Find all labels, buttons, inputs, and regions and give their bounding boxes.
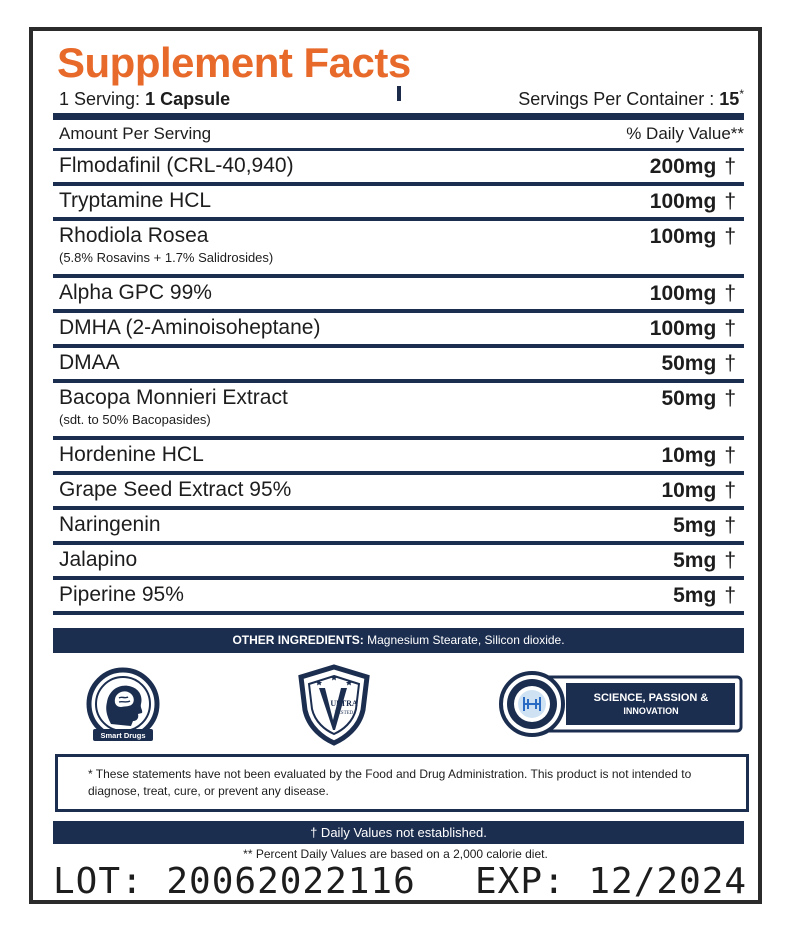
ingredient-amount: 100mg bbox=[649, 317, 717, 340]
science-passion-innovation-badge-icon bbox=[496, 671, 746, 737]
ingredient-amount: 10mg bbox=[661, 479, 717, 502]
ingredient-amount: 10mg bbox=[661, 444, 717, 467]
ingredient-amount: 5mg bbox=[673, 549, 717, 572]
ingredient-row bbox=[53, 151, 744, 186]
ingredient-row bbox=[53, 580, 744, 615]
container-label: Servings Per Container : bbox=[518, 89, 715, 109]
servings-per-container bbox=[518, 87, 744, 110]
ingredient-list bbox=[53, 151, 744, 615]
ingredient-row bbox=[53, 313, 744, 348]
ingredient-row bbox=[53, 440, 744, 475]
ingredient-name: Flmodafinil (CRL-40,940) bbox=[59, 154, 294, 177]
amount-per-serving-header: Amount Per Serving bbox=[59, 124, 212, 143]
container-mark: * bbox=[739, 87, 744, 101]
ingredient-name: Rhodiola Rosea bbox=[59, 224, 209, 247]
daily-value-dagger: † bbox=[724, 387, 736, 410]
header-divider bbox=[53, 113, 744, 120]
ingredient-amount: 100mg bbox=[649, 225, 717, 248]
ingredient-row bbox=[53, 383, 744, 440]
expiration-date: EXP: 12/2024 bbox=[475, 861, 748, 902]
ingredient-amount-cell bbox=[661, 387, 736, 411]
ingredient-amount-cell bbox=[661, 479, 736, 503]
ingredient-name: Tryptamine HCL bbox=[59, 189, 212, 212]
ingredient-amount-cell bbox=[650, 155, 736, 179]
ingredient-note: (sdt. to 50% Bacopasides) bbox=[59, 412, 211, 427]
serving-size bbox=[59, 89, 230, 110]
daily-value-dagger: † bbox=[724, 549, 736, 572]
daily-value-dagger: † bbox=[724, 514, 736, 537]
ingredient-amount: 100mg bbox=[649, 190, 717, 213]
ingredient-amount-cell bbox=[673, 549, 736, 573]
daily-value-dagger: † bbox=[724, 155, 736, 178]
ingredient-name: Grape Seed Extract 95% bbox=[59, 478, 292, 501]
ingredient-row bbox=[53, 510, 744, 545]
ingredient-row bbox=[53, 475, 744, 510]
daily-value-dagger: † bbox=[724, 444, 736, 467]
ingredient-name: Piperine 95% bbox=[59, 583, 184, 606]
tested-text: TESTED bbox=[334, 711, 354, 716]
ingredient-amount: 200mg bbox=[649, 155, 717, 178]
ingredient-name: Bacopa Monnieri Extract bbox=[59, 386, 288, 409]
daily-value-dagger: † bbox=[724, 282, 736, 305]
ingredient-row bbox=[53, 221, 744, 278]
smart-drugs-badge-icon bbox=[83, 666, 163, 746]
science-line2: INNOVATION bbox=[623, 706, 679, 716]
ingredient-amount-cell bbox=[650, 282, 736, 306]
ingredient-row bbox=[53, 348, 744, 383]
ingredient-name: Alpha GPC 99% bbox=[59, 281, 212, 304]
smart-drugs-text: Smart Drugs bbox=[100, 731, 146, 740]
other-ingredients-label: OTHER INGREDIENTS: bbox=[232, 633, 364, 647]
daily-value-dagger: † bbox=[724, 479, 736, 502]
ingredient-amount-cell bbox=[673, 584, 736, 608]
ingredient-amount-cell bbox=[661, 444, 736, 468]
ingredient-amount-cell bbox=[661, 352, 736, 376]
ingredient-amount: 50mg bbox=[661, 352, 717, 375]
ingredient-name: Hordenine HCL bbox=[59, 443, 204, 466]
divider-tick bbox=[397, 86, 401, 101]
ingredient-amount: 5mg bbox=[673, 584, 717, 607]
other-ingredients-bar bbox=[53, 628, 744, 653]
ingredient-amount-cell bbox=[650, 190, 736, 214]
daily-values-note: † Daily Values not established. bbox=[53, 821, 744, 844]
ingredient-amount-cell bbox=[650, 225, 736, 249]
supplement-facts-panel bbox=[29, 27, 762, 904]
container-value: 15 bbox=[719, 89, 740, 109]
ingredient-row bbox=[53, 186, 744, 221]
ingredient-note: (5.8% Rosavins + 1.7% Salidrosides) bbox=[59, 250, 274, 265]
daily-value-dagger: † bbox=[724, 225, 736, 248]
daily-value-dagger: † bbox=[724, 190, 736, 213]
ingredient-amount-cell bbox=[650, 317, 736, 341]
percent-daily-values-note: ** Percent Daily Values are based on a 2,000 calorie diet. bbox=[243, 847, 548, 861]
ingredient-amount-cell bbox=[673, 514, 736, 538]
ultra-tested-shield-icon bbox=[297, 664, 371, 746]
daily-value-dagger: † bbox=[724, 317, 736, 340]
fda-disclaimer: * These statements have not been evaluated by the Food and Drug Administration. This product is not intended to diagnose, treat, cure, or prevent any disease. bbox=[55, 754, 749, 812]
serving-value: 1 Capsule bbox=[145, 89, 231, 109]
ingredient-row bbox=[53, 545, 744, 580]
panel-title: Supplement Facts bbox=[57, 39, 411, 86]
daily-value-dagger: † bbox=[724, 352, 736, 375]
daily-value-dagger: † bbox=[724, 584, 736, 607]
ingredient-name: Jalapino bbox=[59, 548, 138, 571]
ingredient-amount: 100mg bbox=[649, 282, 717, 305]
ultra-text: ULTRA bbox=[330, 699, 358, 708]
other-ingredients-value: Magnesium Stearate, Silicon dioxide. bbox=[367, 633, 565, 647]
ingredient-row bbox=[53, 278, 744, 313]
ingredient-amount: 50mg bbox=[661, 387, 717, 410]
daily-value-header: % Daily Value** bbox=[626, 124, 744, 143]
ingredient-name: DMHA (2-Aminoisoheptane) bbox=[59, 316, 321, 339]
ingredient-name: DMAA bbox=[59, 351, 120, 374]
serving-label: 1 Serving: bbox=[59, 89, 141, 109]
ingredient-amount: 5mg bbox=[673, 514, 717, 537]
science-line1: SCIENCE, PASSION & bbox=[593, 692, 709, 704]
ingredient-name: Naringenin bbox=[59, 513, 161, 536]
lot-number: LOT: 20062022116 bbox=[53, 861, 416, 902]
